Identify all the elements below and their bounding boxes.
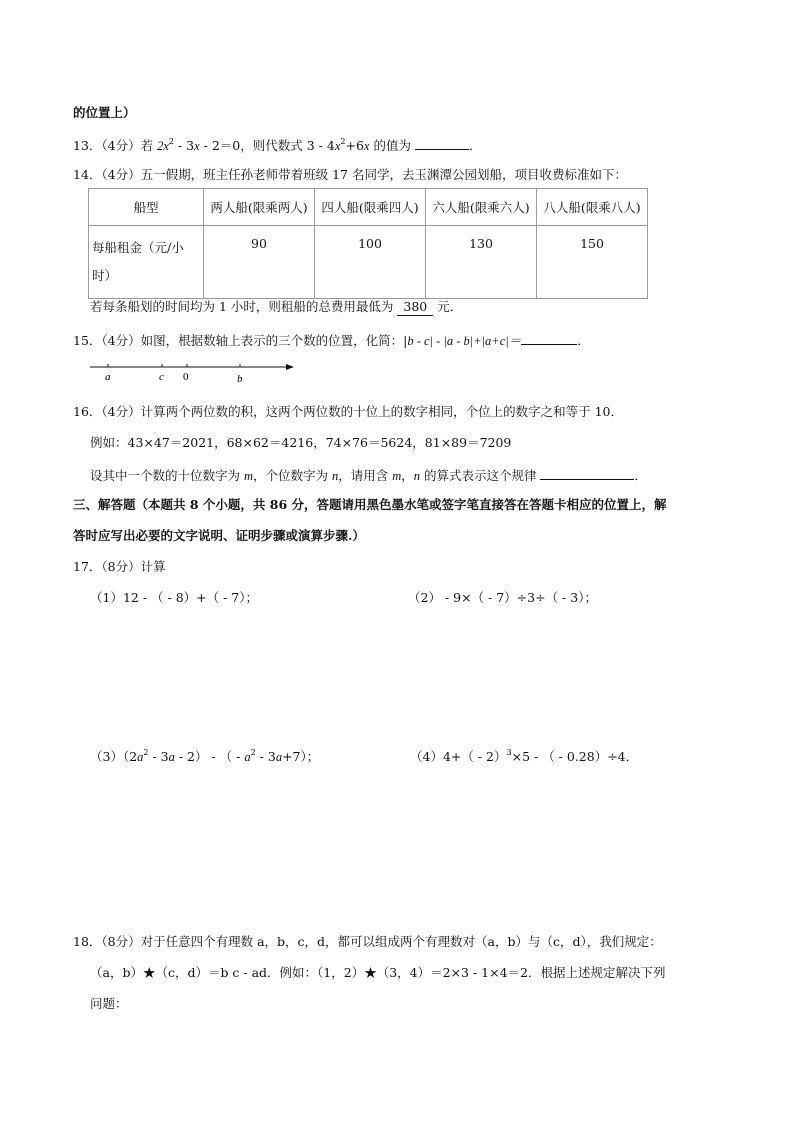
- fee-six-person: 130: [426, 226, 537, 299]
- label-a: a: [105, 371, 111, 383]
- fee-table: [88, 188, 648, 299]
- q15-text: 15．（4分）如图，根据数轴上表示的三个数的位置，化简：|: [73, 333, 408, 348]
- fee-two-person: 90: [204, 226, 315, 299]
- q15-answer-blank[interactable]: [521, 331, 577, 345]
- q18-questions: 问题：: [90, 996, 128, 1011]
- q13-exp-2: 2: [340, 137, 346, 146]
- q13-text-1: 13．（4分）若: [73, 138, 158, 153]
- label-b: b: [237, 373, 243, 385]
- q17-part-4: [410, 749, 638, 765]
- fee-header-two-person: 两人船(限乘两人): [204, 189, 315, 226]
- fee-four-person: 100: [315, 226, 426, 299]
- question-16: 16．（4分）计算两个两位数的积，这两个两位数的十位上的数字相同，个位上的数字之和等于 10．: [73, 404, 623, 419]
- q13-exp-1: 2: [168, 137, 174, 146]
- previous-section-tail: 的位置上）: [73, 105, 136, 120]
- section-3-heading-cont: 答时应写出必要的文字说明、证明步骤或演算步骤.）: [73, 528, 365, 543]
- question-14: 14．（4分）五一假期，班主任孙老师带着班级 17 名同学，去玉渊潭公园划船，项目收费标准如下：: [73, 167, 627, 182]
- q16-var-m2: m: [392, 469, 402, 483]
- fee-row-label-line2: 时）: [92, 268, 118, 283]
- q17-p4-exp: 3: [506, 748, 512, 757]
- q14-answer-line: [90, 299, 462, 316]
- q13-var-4: x: [363, 139, 370, 153]
- label-c: c: [159, 371, 164, 383]
- q13-text-4: +6: [345, 138, 364, 153]
- q13-var-3: x: [334, 139, 341, 153]
- q17-p3-exp1: 2: [143, 748, 149, 757]
- q17-part-1: （1）12 - （ - 8）+（ - 7）；: [90, 590, 258, 605]
- q15-expression: b - c| - |a - b|+|a+c|＝: [407, 334, 522, 348]
- q13-text-5: 的值为: [369, 138, 415, 153]
- q17-p3-a: （3）（2: [90, 749, 138, 764]
- q16-answer-blank[interactable]: [540, 466, 634, 480]
- q17-p3-var4: a: [275, 750, 283, 764]
- q13-answer-blank[interactable]: [415, 136, 469, 150]
- q17-p3-var1: a: [137, 750, 144, 764]
- q17-p3-e: - 2） - （ -: [174, 749, 245, 764]
- q17-p3-c: - 3: [148, 749, 169, 764]
- q17-p3-g: - 3: [255, 749, 276, 764]
- q17-part-2: （2） - 9×（ - 7）÷3÷（ - 3）；: [408, 590, 597, 605]
- q17-p3-i: +7）；: [282, 749, 320, 764]
- q17-p4-a: （4）4+（ - 2）: [410, 749, 507, 764]
- q14-text-b: 元．: [433, 299, 463, 314]
- fee-row-label: [89, 226, 204, 299]
- q18-definition: （a，b）★（c，d）＝b c - ad．例如：（1，2）★（3，4）＝2×3 - 1×4＝2．根据上述规定解决下列: [90, 965, 666, 980]
- q13-var-1: 2x: [157, 139, 169, 153]
- fee-eight-person: 150: [537, 226, 648, 299]
- q13-var-2: x: [194, 139, 200, 153]
- q13-text-2: - 3: [174, 138, 195, 153]
- fee-row-label-line1: 每船租金（元/小: [92, 240, 184, 255]
- question-15: [73, 331, 590, 349]
- q16-text-d: ，: [401, 468, 414, 483]
- q13-end: ．: [468, 138, 482, 153]
- q17-p3-var2: a: [168, 750, 175, 764]
- number-line: [90, 361, 300, 385]
- q17-p4-b: ×5 - （ - 0.28）÷4．: [511, 749, 639, 764]
- q14-answer: 380: [397, 299, 433, 316]
- question-18: 18．（8分）对于任意四个有理数 a，b，c，d，都可以组成两个有理数对（a，b）与（c，d），我们规定：: [73, 934, 662, 949]
- fee-header-eight-person: 八人船(限乘八人): [537, 189, 648, 226]
- q17-p3-exp2: 2: [250, 748, 256, 757]
- q15-end: ．: [577, 333, 590, 348]
- fee-header-boat-type: 船型: [89, 189, 204, 226]
- q16-text-c: ，请用含: [338, 468, 393, 483]
- q16-var-n2: n: [413, 469, 421, 483]
- q16-prompt: [90, 466, 647, 484]
- q16-var-n: n: [332, 469, 339, 483]
- q16-text-e: 的算式表示这个规律: [420, 468, 541, 483]
- q17-p3-var3: a: [244, 750, 251, 764]
- q16-example: 例如：43×47＝2021，68×62＝4216，74×76＝5624，81×89＝7209: [90, 435, 512, 450]
- fee-header-six-person: 六人船(限乘六人): [426, 189, 537, 226]
- q16-var-m: m: [243, 469, 254, 483]
- question-13: [73, 136, 481, 154]
- q17-part-3: [90, 749, 319, 765]
- fee-header-four-person: 四人船(限乘四人): [315, 189, 426, 226]
- q16-text-b: ，个位数字为: [253, 468, 332, 483]
- question-17: 17．（8分）计算: [73, 559, 166, 574]
- q13-text-3: - 2＝0，则代数式 3 - 4: [199, 138, 335, 153]
- section-3-heading: 三、解答题（本题共 8 个小题，共 86 分，答题请用黑色墨水笔或签字笔直接答在答题卡相应的位置上，解: [73, 497, 667, 512]
- number-line-arrow: [286, 364, 294, 370]
- q16-text-a: 设其中一个数的十位数字为: [90, 468, 244, 483]
- label-0: 0: [183, 371, 189, 383]
- q16-end: ．: [634, 468, 647, 483]
- q14-text-a: 若每条船划的时间均为 1 小时，则租船的总费用最低为: [90, 299, 398, 314]
